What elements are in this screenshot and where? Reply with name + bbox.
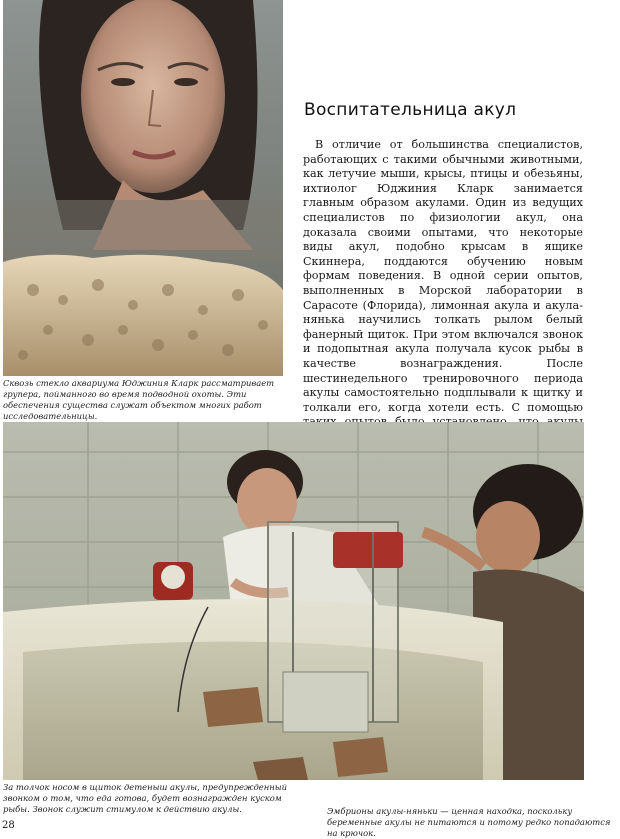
caption-bottom-right: Эмбрионы акулы-няньки — ценная находка, поскольку беременные акулы не питаются и потому редко попадаются на крючок.	[327, 806, 611, 838]
article-heading: Воспитательница акул	[304, 100, 517, 120]
caption-top-photo: Сквозь стекло аквариума Юджиния Кларк рассматривает групера, пойманного во время подводной охоты. Эти обеспечения существа служат объектом многих работ исследовательницы.	[3, 378, 275, 421]
caption-bottom-left: За толчок носом в щиток детеныш акулы, предупрежденный звонком о том, что еда готова, будет вознагражден куском рыбы. Звонок служит стимулом к действию акулы.	[3, 782, 288, 814]
article-body: В отличие от большинства специалистов, работающих с такими обычными животными, как летучие мыши, крысы, птицы и обезьяны, ихтиолог Юджиния Кларк занимается главным образом акулами. Один из ведущих специалистов по физиологии акул, она доказала своими опытами, что некоторые виды акул, подобно крысам в ящике Скиннера, поддаются обучению новым формам поведения. В одной серии опытов, выполненных в Морской лаборатории в Сарасоте (Флорида), лимонная акула и акула-нянька научились толкать рылом белый фанерный щиток. При этом включался звонок и подопытная акула получала кусок рыбы в качестве вознаграждения. После шестинедельного тренировочного периода акулы самостоятельно подплывали к щитку и толкали его, когда хотели есть. С помощью	[303, 138, 583, 414]
page-number: 28	[2, 820, 15, 831]
photo-woman-aquarium-illustration	[3, 0, 283, 376]
photo-lab-shark-training	[3, 422, 584, 780]
photo-lab-shark-training-illustration	[3, 422, 584, 780]
photo-woman-aquarium	[3, 0, 283, 376]
